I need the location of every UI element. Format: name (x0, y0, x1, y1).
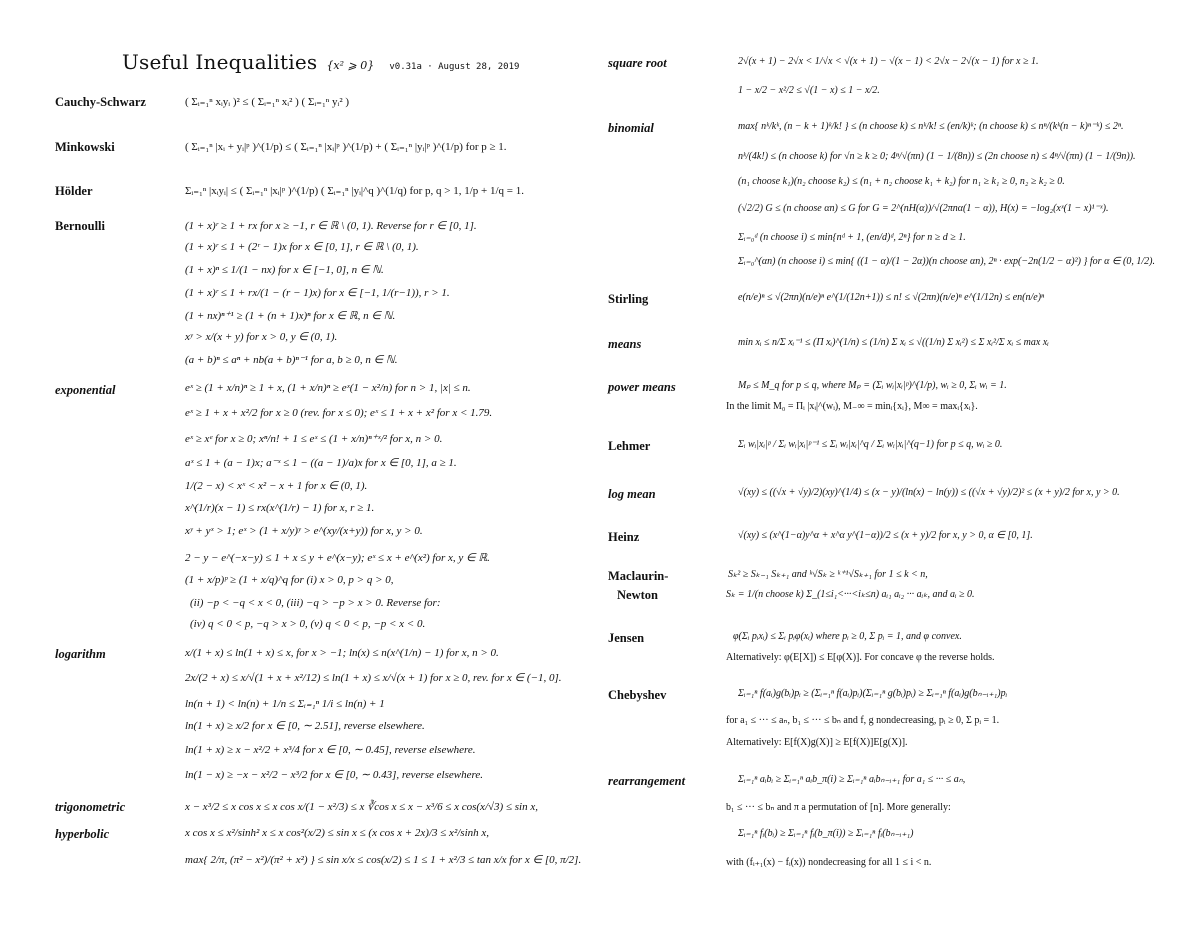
formula-cauchy-schwarz: ( Σᵢ₌₁ⁿ xᵢyᵢ )² ≤ ( Σᵢ₌₁ⁿ xᵢ² ) ( Σᵢ₌₁ⁿ yᵢ² ) (185, 96, 350, 108)
formula-line: φ(Σᵢ pᵢxᵢ) ≤ Σᵢ pᵢφ(xᵢ) where pᵢ ≥ 0, Σ pᵢ = 1, and φ convex. (733, 631, 962, 642)
formula-line: Sₖ² ≥ Sₖ₋₁ Sₖ₊₁ and ᵏ√Sₖ ≥ ᵏ⁺¹√Sₖ₊₁ for 1 ≤ k < n, (728, 569, 928, 580)
formula-line: (iv) q < 0 < p, −q > x > 0, (v) q < 0 < p, −p < x < 0. (190, 618, 426, 630)
formula-line: ln(n + 1) < ln(n) + 1/n ≤ Σᵢ₌₁ⁿ 1/i ≤ ln(n) + 1 (185, 698, 385, 710)
formula-line: nᵏ/(4k!) ≤ (n choose k) for √n ≥ k ≥ 0; 4ⁿ/√(πn) (1 − 1/(8n)) ≤ (2n choose n) ≤ 4ⁿ/√(πn) (1 − 1/(9n)). (738, 151, 1136, 162)
label-trigonometric: trigonometric (55, 800, 126, 814)
formula-line: Alternatively: φ(E[X]) ≤ E[φ(X)]. For concave φ the reverse holds. (726, 652, 995, 663)
version-date: v0.31a · August 28, 2019 (389, 62, 520, 72)
formula-line: ln(1 + x) ≥ x − x²/2 + x³/4 for x ∈ [0, ∼ 0.45], reverse elsewhere. (185, 744, 476, 756)
formula-holder: Σᵢ₌₁ⁿ |xᵢyᵢ| ≤ ( Σᵢ₌₁ⁿ |xᵢ|ᵖ )^(1/p) ( Σᵢ₌₁ⁿ |yᵢ|^q )^(1/q) for p, q > 1, 1/p + 1/q = 1. (185, 185, 524, 197)
label-exponential: exponential (55, 383, 116, 397)
formula-line: (1 + x)ʳ ≤ 1 + (2ʳ − 1)x for x ∈ [0, 1], r ∈ ℝ \ (0, 1). (185, 241, 419, 253)
label-stirling: Stirling (608, 292, 649, 306)
label-minkowski: Minkowski (55, 140, 115, 154)
formula-trigonometric: x − x³/2 ≤ x cos x ≤ x cos x/(1 − x²/3) ≤ x ∛cos x ≤ x − x³/6 ≤ x cos(x/√3) ≤ sin x, (185, 801, 538, 813)
formula-line: eˣ ≥ (1 + x/n)ⁿ ≥ 1 + x, (1 + x/n)ⁿ ≥ eˣ(1 − x²/n) for n > 1, |x| ≤ n. (185, 382, 471, 394)
formula-line: (1 + x)ⁿ ≤ 1/(1 − nx) for x ∈ [−1, 0], n ∈ ℕ. (185, 264, 384, 276)
formula-line: x/(1 + x) ≤ ln(1 + x) ≤ x, for x > −1; ln(x) ≤ n(x^(1/n) − 1) for x, n > 0. (185, 647, 499, 659)
formula-line: with (fᵢ₊₁(x) − fᵢ(x)) nondecreasing for all 1 ≤ i < n. (726, 857, 932, 868)
formula-line: aˣ ≤ 1 + (a − 1)x; a⁻ˣ ≤ 1 − ((a − 1)/a)x for x ∈ [0, 1], a ≥ 1. (185, 457, 457, 469)
formula-line: 1 − x/2 − x²/2 ≤ √(1 − x) ≤ 1 − x/2. (738, 85, 880, 96)
formula-line: Σᵢ₌₀^(αn) (n choose i) ≤ min{ ((1 − α)/(1 − 2α))(n choose αn), 2ⁿ · exp(−2n(1/2 − α)²) } for α ∈ (0, 1/2). (738, 256, 1155, 267)
formula-line: x cos x ≤ x²/sinh² x ≤ x cos²(x/2) ≤ sin x ≤ (x cos x + 2x)/3 ≤ x²/sinh x, (185, 827, 490, 839)
formula-stirling: e(n/e)ⁿ ≤ √(2πn)(n/e)ⁿ e^(1/(12n+1)) ≤ n! ≤ √(2πn)(n/e)ⁿ e^(1/12n) ≤ en(n/e)ⁿ (738, 292, 1045, 303)
formula-line: Σᵢ₌₀ᵈ (n choose i) ≤ min{nᵈ + 1, (en/d)ᵈ, 2ⁿ} for n ≥ d ≥ 1. (738, 232, 966, 243)
label-square-root: square root (608, 56, 667, 70)
formula-line: Σᵢ₌₁ⁿ f(aᵢ)g(bᵢ)pᵢ ≥ (Σᵢ₌₁ⁿ f(aᵢ)pᵢ)(Σᵢ₌₁ⁿ g(bᵢ)pᵢ) ≥ Σᵢ₌₁ⁿ f(aᵢ)g(bₙ₋ᵢ₊₁)pᵢ (738, 688, 1008, 699)
formula-line: (1 + x/p)ᵖ ≥ (1 + x/q)^q for (i) x > 0, p > q > 0, (185, 574, 394, 586)
formula-line: (1 + x)ʳ ≤ 1 + rx/(1 − (r − 1)x) for x ∈ [−1, 1/(r−1)), r > 1. (185, 287, 450, 299)
formula-line: Σᵢ₌₁ⁿ aᵢbᵢ ≥ Σᵢ₌₁ⁿ aᵢb_π(i) ≥ Σᵢ₌₁ⁿ aᵢbₙ₋ᵢ₊₁ for a₁ ≤ ··· ≤ aₙ, (738, 774, 966, 785)
formula-line: xʸ > x/(x + y) for x > 0, y ∈ (0, 1). (185, 331, 338, 343)
formula-line: max{ 2/π, (π² − x²)/(π² + x²) } ≤ sin x/x ≤ cos(x/2) ≤ 1 ≤ 1 + x²/3 ≤ tan x/x for x ∈ [0, π/2]. (185, 854, 582, 866)
formula-line: for a₁ ≤ ··· ≤ aₙ, b₁ ≤ ··· ≤ bₙ and f, g nondecreasing, pᵢ ≥ 0, Σ pᵢ = 1. (726, 715, 1000, 726)
formula-line: (a + b)ⁿ ≤ aⁿ + nb(a + b)ⁿ⁻¹ for a, b ≥ 0, n ∈ ℕ. (185, 354, 398, 366)
formula-line: b₁ ≤ ··· ≤ bₙ and π a permutation of [n]. More generally: (726, 802, 951, 813)
formula-line: 2√(x + 1) − 2√x < 1/√x < √(x + 1) − √(x − 1) < 2√x − 2√(x − 1) for x ≥ 1. (738, 56, 1039, 67)
label-maclaurin: Maclaurin- (608, 569, 669, 583)
formula-line: (n₁ choose k₁)(n₂ choose k₂) ≤ (n₁ + n₂ choose k₁ + k₂) for n₁ ≥ k₁ ≥ 0, n₂ ≥ k₂ ≥ 0. (738, 176, 1065, 187)
formula-line: x^(1/r)(x − 1) ≤ rx(x^(1/r) − 1) for x, r ≥ 1. (185, 502, 375, 514)
label-log-mean: log mean (608, 487, 656, 501)
label-binomial: binomial (608, 121, 654, 135)
formula-line: eˣ ≥ xᵉ for x ≥ 0; xⁿ/n! + 1 ≤ eˣ ≤ (1 + x/n)ⁿ⁺ˣ/² for x, n > 0. (185, 433, 443, 445)
page-title-block (122, 50, 519, 74)
formula-line: eˣ ≥ 1 + x + x²/2 for x ≥ 0 (rev. for x ≤ 0); eˣ ≤ 1 + x + x² for x < 1.79. (185, 407, 493, 419)
formula-line: max{ nᵏ/kᵏ, (n − k + 1)ᵏ/k! } ≤ (n choose k) ≤ nᵏ/k! ≤ (en/k)ᵏ; (n choose k) ≤ nⁿ/(kᵏ(n − k)ⁿ⁻ᵏ) ≤ 2ⁿ. (738, 121, 1124, 132)
formula-line: Mₚ ≤ M_q for p ≤ q, where Mₚ = (Σᵢ wᵢ|xᵢ|ᵖ)^(1/p), wᵢ ≥ 0, Σᵢ wᵢ = 1. (738, 380, 1007, 391)
formula-line: xʸ + yˣ > 1; eˣ > (1 + x/y)ʸ > e^(xy/(x+y)) for x, y > 0. (185, 525, 423, 537)
formula-line: ln(1 − x) ≥ −x − x²/2 − x³/2 for x ∈ [0, ∼ 0.43], reverse elsewhere. (185, 769, 483, 781)
label-newton: Newton (617, 588, 658, 602)
formula-line: ln(1 + x) ≥ x/2 for x ∈ [0, ∼ 2.51], reverse elsewhere. (185, 720, 425, 732)
formula-line: Alternatively: E[f(X)g(X)] ≥ E[f(X)]E[g(X)]. (726, 737, 908, 748)
formula-log-mean: √(xy) ≤ ((√x + √y)/2)(xy)^(1/4) ≤ (x − y)/(ln(x) − ln(y)) ≤ ((√x + √y)/2)² ≤ (x + y)/2 for x, y > 0. (738, 487, 1120, 498)
formula-line: (ii) −p < −q < x < 0, (iii) −q > −p > x > 0. Reverse for: (190, 597, 441, 609)
formula-line: In the limit M₀ = Πᵢ |xᵢ|^(wᵢ), M₋∞ = minᵢ{xᵢ}, M∞ = maxᵢ{xᵢ}. (726, 401, 978, 412)
formula-line: Sₖ = 1/(n choose k) Σ_(1≤i₁<···<iₖ≤n) aᵢ₁ aᵢ₂ ··· aᵢₖ, and aᵢ ≥ 0. (726, 589, 975, 600)
label-heinz: Heinz (608, 530, 640, 544)
formula-line: 1/(2 − x) < xˣ < x² − x + 1 for x ∈ (0, 1). (185, 480, 368, 492)
formula-line: Σᵢ₌₁ⁿ fᵢ(bᵢ) ≥ Σᵢ₌₁ⁿ fᵢ(b_π(i)) ≥ Σᵢ₌₁ⁿ fᵢ(bₙ₋ᵢ₊₁) (738, 828, 914, 839)
formula-means: min xᵢ ≤ n/Σ xᵢ⁻¹ ≤ (Π xᵢ)^(1/n) ≤ (1/n) Σ xᵢ ≤ √((1/n) Σ xᵢ²) ≤ Σ xᵢ²/Σ xᵢ ≤ max xᵢ (738, 337, 1049, 348)
label-rearrangement: rearrangement (608, 774, 686, 788)
label-cauchy-schwarz: Cauchy-Schwarz (55, 95, 146, 109)
formula-line: (√2/2) G ≤ (n choose αn) ≤ G for G = 2^(nH(α))/√(2πnα(1 − α)), H(x) = −log₂(xˣ(1 − x)¹⁻ˣ). (738, 203, 1109, 214)
label-jensen: Jensen (608, 631, 645, 645)
formula-line: (1 + nx)ⁿ⁺¹ ≥ (1 + (n + 1)x)ⁿ for x ∈ ℝ, n ∈ ℕ. (185, 310, 396, 322)
label-holder: Hölder (55, 184, 93, 198)
label-logarithm: logarithm (55, 647, 106, 661)
formula-line: (1 + x)ʳ ≥ 1 + rx for x ≥ −1, r ∈ ℝ \ (0, 1). Reverse for r ∈ [0, 1]. (185, 220, 477, 232)
formula-lehmer: Σᵢ wᵢ|xᵢ|ᵖ / Σᵢ wᵢ|xᵢ|ᵖ⁻¹ ≤ Σᵢ wᵢ|xᵢ|^q / Σᵢ wᵢ|xᵢ|^(q−1) for p ≤ q, wᵢ ≥ 0. (738, 439, 1003, 450)
formula-line: 2x/(2 + x) ≤ x/√(1 + x + x²/12) ≤ ln(1 + x) ≤ x/√(x + 1) for x ≥ 0, rev. for x ∈ (−1, 0]. (185, 672, 562, 684)
label-hyperbolic: hyperbolic (55, 827, 110, 841)
label-bernoulli: Bernoulli (55, 219, 106, 233)
formula-minkowski: ( Σᵢ₌₁ⁿ |xᵢ + yᵢ|ᵖ )^(1/p) ≤ ( Σᵢ₌₁ⁿ |xᵢ|ᵖ )^(1/p) + ( Σᵢ₌₁ⁿ |yᵢ|ᵖ )^(1/p) for p ≥ 1. (185, 141, 507, 153)
page-title: Useful Inequalities (122, 50, 318, 74)
page-subtitle: {x² ⩾ 0} (326, 59, 375, 72)
label-lehmer: Lehmer (608, 439, 651, 453)
formula-heinz: √(xy) ≤ (x^(1−α)y^α + x^α y^(1−α))/2 ≤ (x + y)/2 for x, y > 0, α ∈ [0, 1]. (738, 530, 1033, 541)
label-chebyshev: Chebyshev (608, 688, 667, 702)
formula-line: 2 − y − e^(−x−y) ≤ 1 + x ≤ y + e^(x−y); eˣ ≤ x + e^(x²) for x, y ∈ ℝ. (185, 552, 490, 564)
label-means: means (608, 337, 642, 351)
label-power-means: power means (608, 380, 676, 394)
